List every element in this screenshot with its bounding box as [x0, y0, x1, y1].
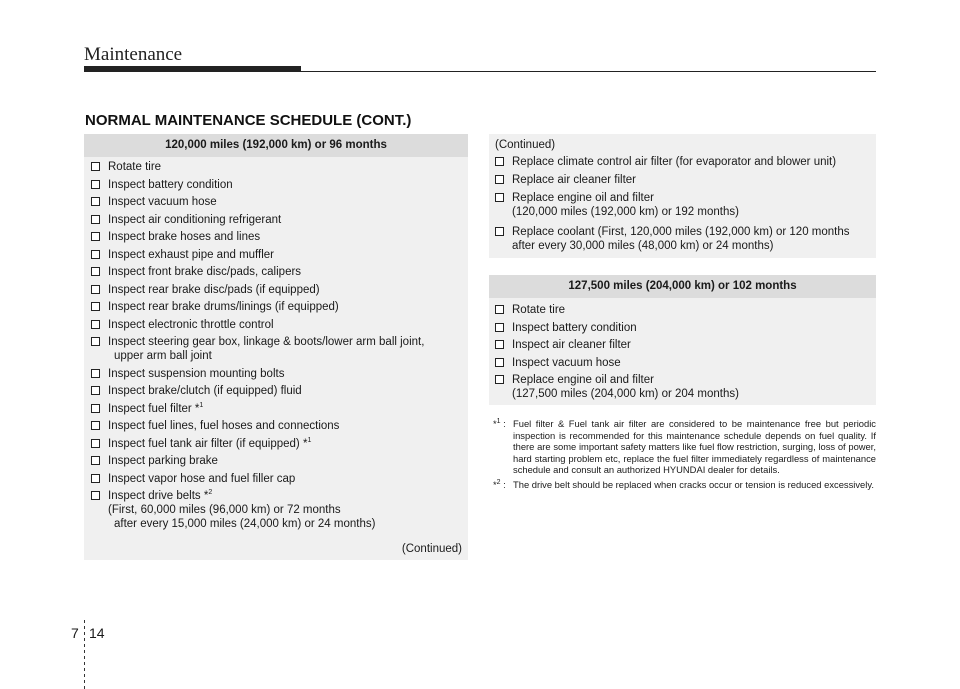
checkbox-icon [91, 302, 100, 311]
list-item: Inspect drive belts *$^2$ (First, 60,000 miles (96,000 km) or 72 months after every 15,000 miles (24,000 km) or 24 months) [91, 489, 468, 531]
list-item: Inspect air conditioning refrigerant [91, 213, 468, 227]
footnote-marker: *$^2$ : [493, 478, 506, 490]
list-item: Inspect front brake disc/pads, calipers [91, 265, 468, 279]
right-top-item-list [489, 152, 876, 253]
right-continued-panel [489, 134, 876, 258]
panel-heading: 120,000 miles (192,000 km) or 96 months [84, 134, 468, 157]
checkbox-icon [91, 456, 100, 465]
list-item: Inspect fuel lines, fuel hoses and connections [91, 419, 468, 433]
list-item: Replace coolant (First, 120,000 miles (192,000 km) or 120 months after every 30,000 miles (48,000 km) or 24 months) [495, 225, 876, 253]
page-number: 14 [89, 625, 105, 641]
list-item: Inspect steering gear box, linkage & boots/lower arm ball joint, upper arm ball joint [91, 335, 468, 363]
header-title: Maintenance [84, 44, 183, 65]
right-schedule-panel [489, 275, 876, 405]
checkbox-icon [91, 215, 100, 224]
list-item: Replace engine oil and filter (127,500 miles (204,000 km) or 204 months) [495, 373, 876, 401]
footnote-1 [493, 418, 876, 476]
checkbox-icon [91, 267, 100, 276]
checkbox-icon [91, 474, 100, 483]
checkbox-icon [495, 358, 504, 367]
footnote-text: The drive belt should be replaced when cracks occur or tension is reduced excessively. [513, 478, 874, 490]
header-bar [84, 66, 301, 72]
list-item: Inspect vacuum hose [91, 195, 468, 209]
left-schedule-panel [84, 134, 468, 560]
list-item: Inspect brake hoses and lines [91, 230, 468, 244]
checkbox-icon [495, 157, 504, 166]
list-item: Inspect electronic throttle control [91, 318, 468, 332]
list-item: Inspect vacuum hose [495, 356, 876, 370]
list-item: Inspect rear brake drums/linings (if equipped) [91, 300, 468, 314]
checkbox-icon [91, 285, 100, 294]
list-item: Inspect exhaust pipe and muffler [91, 248, 468, 262]
checkbox-icon [495, 375, 504, 384]
panel-heading: 127,500 miles (204,000 km) or 102 months [489, 275, 876, 298]
checkbox-icon [495, 175, 504, 184]
checkbox-icon [91, 369, 100, 378]
checkbox-icon [495, 340, 504, 349]
footnotes [493, 418, 876, 494]
checkbox-icon [91, 386, 100, 395]
list-item: Replace air cleaner filter [495, 173, 876, 187]
list-item: Inspect fuel tank air filter (if equipped) *$^1$ [91, 437, 468, 451]
list-item: Rotate tire [495, 303, 876, 317]
checkbox-icon [495, 193, 504, 202]
checkbox-icon [91, 491, 100, 500]
list-item: Inspect vapor hose and fuel filler cap [91, 472, 468, 486]
list-item: Inspect battery condition [495, 321, 876, 335]
list-item: Inspect brake/clutch (if equipped) fluid [91, 384, 468, 398]
checkbox-icon [495, 323, 504, 332]
list-item: Inspect suspension mounting bolts [91, 367, 468, 381]
footnote-text: Fuel filter & Fuel tank air filter are considered to be maintenance free but periodic inspection is recommended for this maintenance schedule depends on fuel quality. If there are some important safety matters like fuel flow restriction, surging, loss of power, hard starting problem etc, replace the fuel filter immediately regardless of maintenance schedule and consult an authorized HYUNDAI dealer for details. [513, 418, 876, 476]
list-item: Replace climate control air filter (for evaporator and blower unit) [495, 155, 876, 169]
list-item: Inspect air cleaner filter [495, 338, 876, 352]
checkbox-icon [91, 439, 100, 448]
checkbox-icon [495, 227, 504, 236]
checkbox-icon [495, 305, 504, 314]
checkbox-icon [91, 180, 100, 189]
checkbox-icon [91, 197, 100, 206]
checkbox-icon [91, 421, 100, 430]
left-item-list [84, 157, 468, 531]
list-item: Inspect fuel filter *$^1$ [91, 402, 468, 416]
list-item: Inspect rear brake disc/pads (if equipped) [91, 283, 468, 297]
header-rule [301, 71, 876, 72]
list-item: Replace engine oil and filter (120,000 miles (192,000 km) or 192 months) [495, 191, 876, 219]
list-item: Rotate tire [91, 160, 468, 174]
section-title: NORMAL MAINTENANCE SCHEDULE (CONT.) [85, 112, 412, 129]
checkbox-icon [91, 232, 100, 241]
footer-divider [84, 620, 85, 689]
right-bottom-item-list [489, 298, 876, 401]
checkbox-icon [91, 162, 100, 171]
list-item: Inspect battery condition [91, 178, 468, 192]
list-item: Inspect parking brake [91, 454, 468, 468]
checkbox-icon [91, 337, 100, 346]
checkbox-icon [91, 320, 100, 329]
checkbox-icon [91, 404, 100, 413]
continued-label: (Continued) [401, 543, 462, 555]
chapter-number: 7 [71, 625, 79, 641]
footnote-marker: *$^1$ : [493, 417, 506, 429]
footnote-2 [493, 479, 876, 491]
checkbox-icon [91, 250, 100, 259]
continued-label: (Continued) [495, 139, 556, 151]
